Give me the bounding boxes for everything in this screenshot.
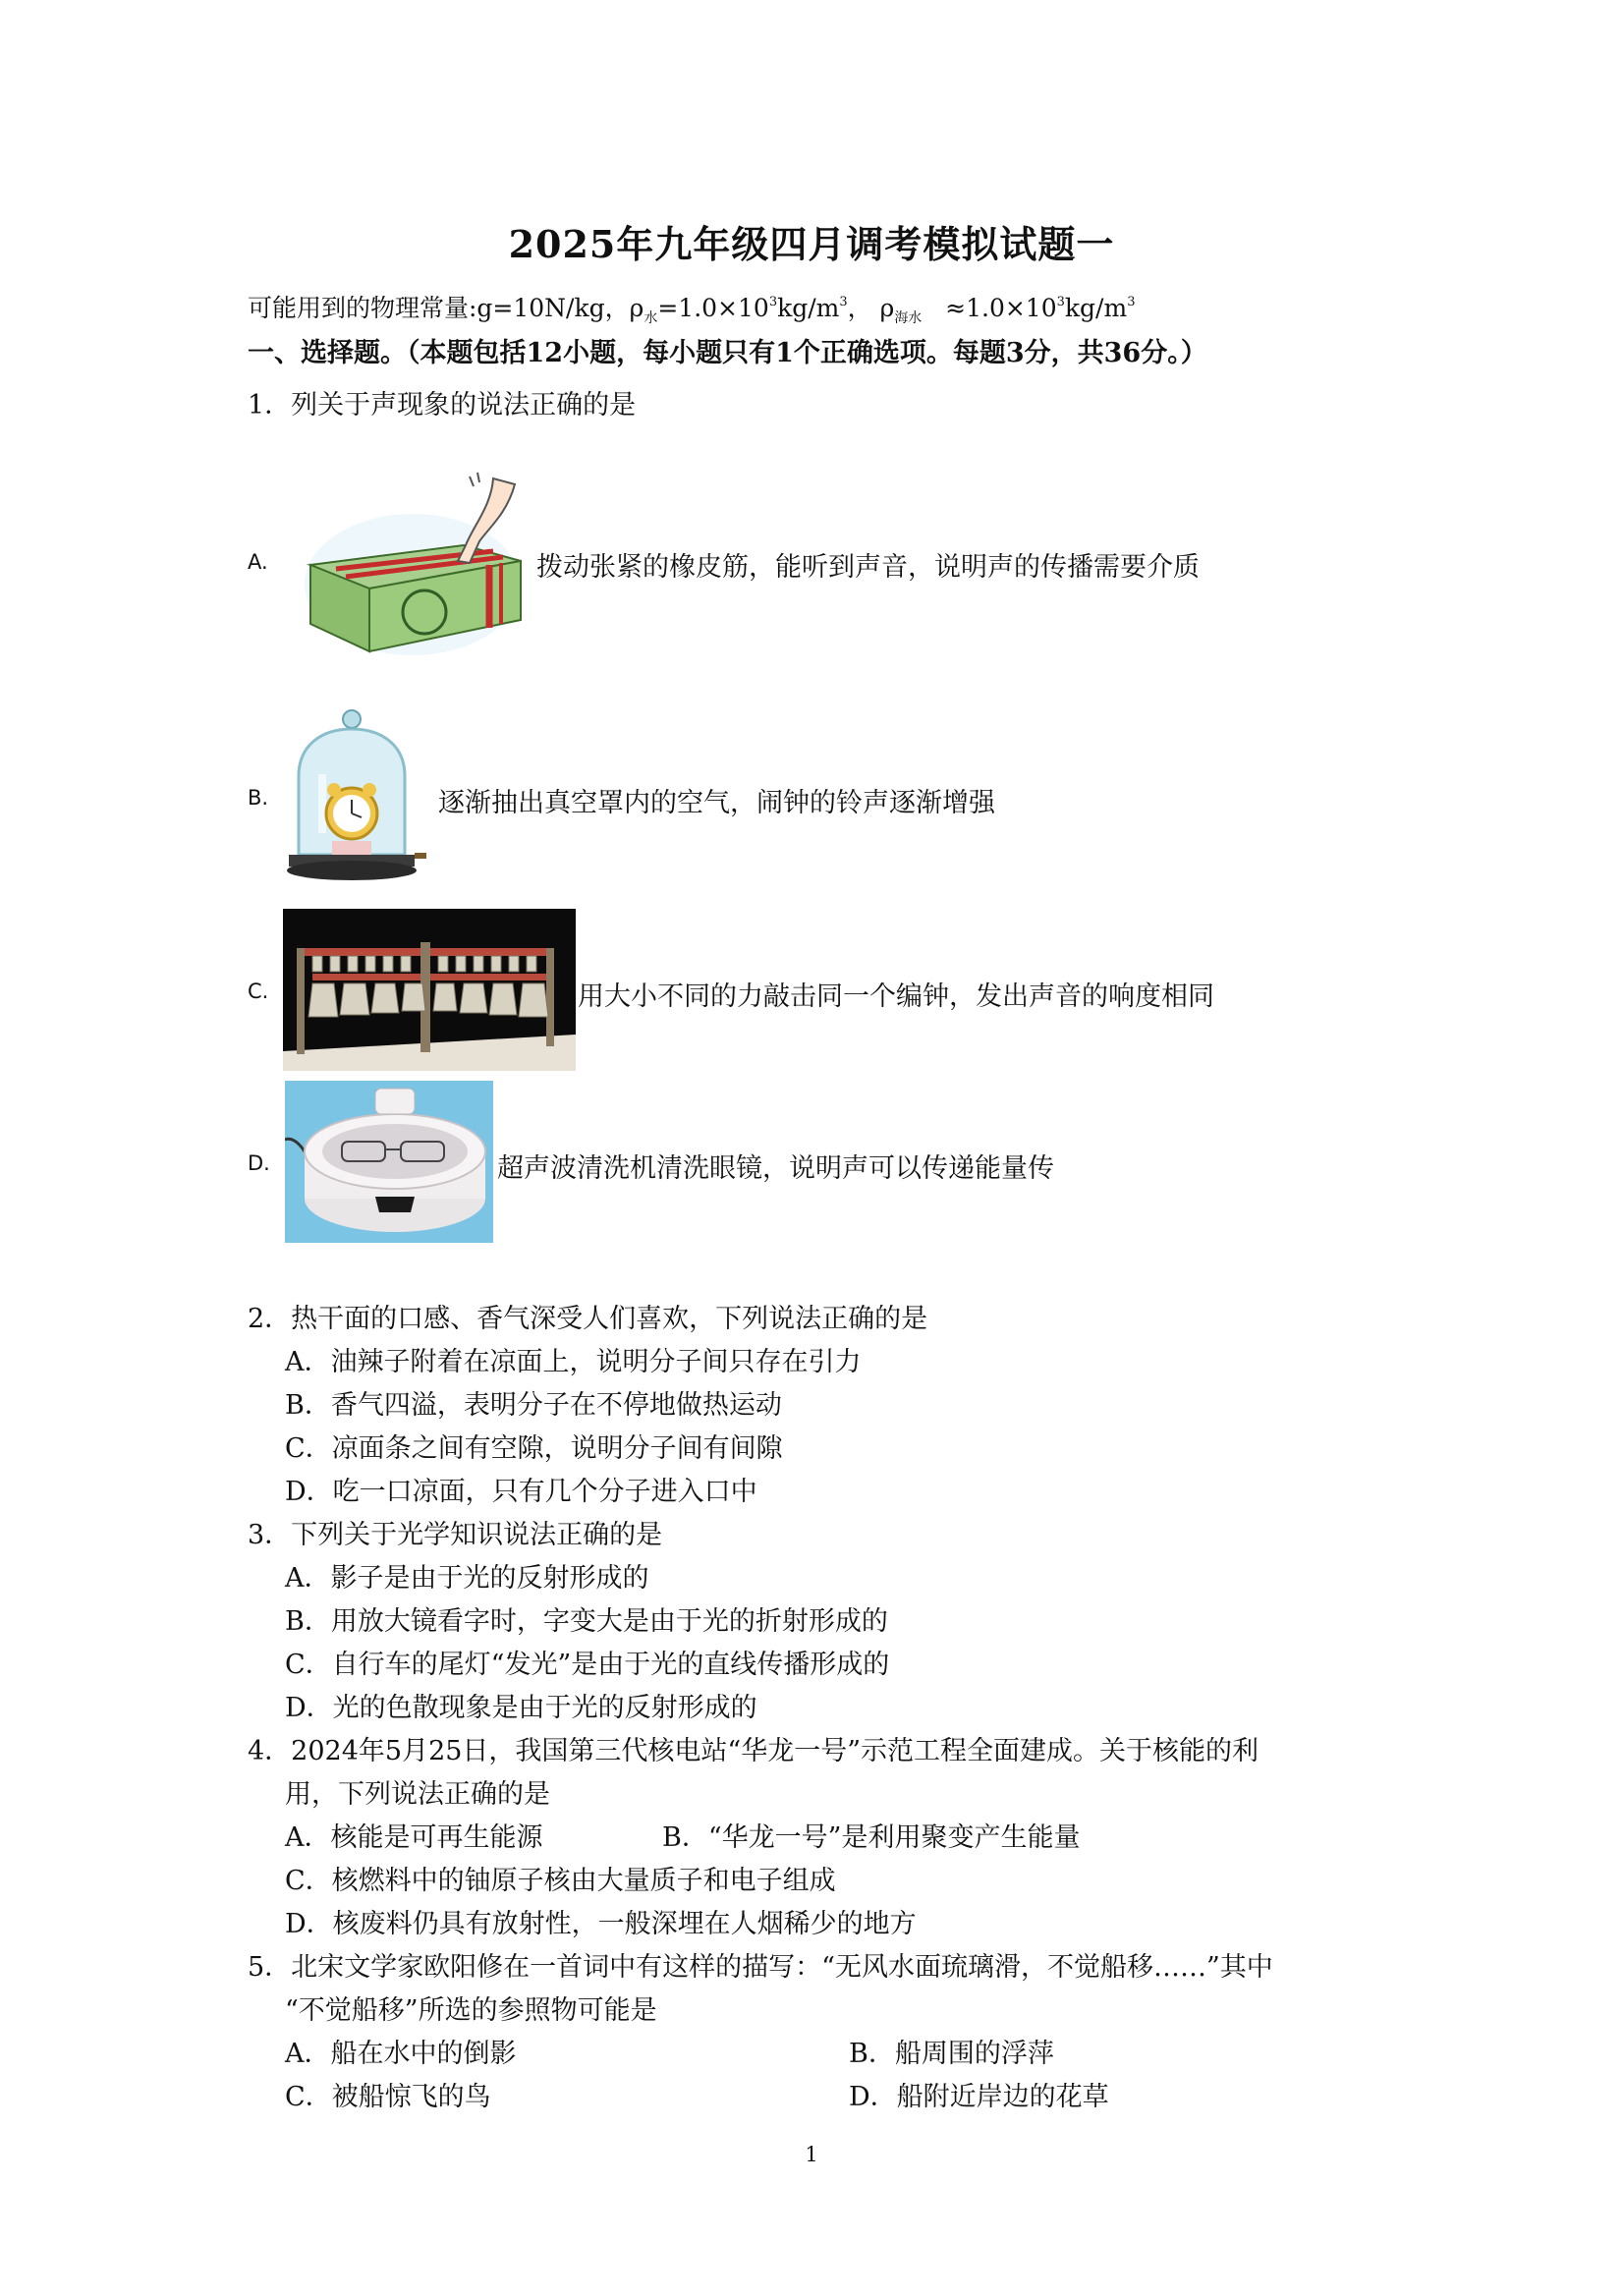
section-heading: 一、选择题。（本题包括12小题，每小题只有1个正确选项。每题3分，共36分。） [248,338,1207,368]
q1-option-b-letter: B. [248,786,269,810]
q3-option-b: B．用放大镜看字时，字变大是由于光的折射形成的 [285,1606,888,1637]
q4-option-d: D．核废料仍具有放射性，一般深埋在人烟稀少的地方 [285,1909,917,1939]
q2-option-a: A．油辣子附着在凉面上，说明分子间只存在引力 [285,1347,862,1377]
q4-option-c: C．核燃料中的铀原子核由大量质子和电子组成 [285,1866,836,1896]
q4-option-a: A．核能是可再生能源 [285,1822,543,1853]
q2-option-c: C．凉面条之间有空隙，说明分子间有间隙 [285,1433,783,1464]
q3-option-d: D．光的色散现象是由于光的反射形成的 [285,1693,757,1723]
question-4-stem: 4．2024年5月25日，我国第三代核电站“华龙一号”示范工程全面建成。关于核能的利 [248,1736,1259,1766]
question-3-stem: 3．下列关于光学知识说法正确的是 [248,1520,663,1550]
bell-jar-alarm-clock-illustration [283,707,430,884]
q4-option-b: B．“华龙一号”是利用聚变产生能量 [662,1822,1081,1853]
q1-option-b-text: 逐渐抽出真空罩内的空气，闹钟的铃声逐渐增强 [438,788,995,818]
chime-bells-photo [283,909,576,1071]
q3-option-c: C．自行车的尾灯“发光”是由于光的直线传播形成的 [285,1650,890,1680]
q1-option-c-text: 用大小不同的力敲击同一个编钟，发出声音的响度相同 [578,981,1214,1012]
page-title: 2025年九年级四月调考模拟试题一 [508,222,1115,266]
q2-option-b: B．香气四溢，表明分子在不停地做热运动 [285,1390,782,1421]
q5-option-b: B．船周围的浮萍 [849,2039,1054,2069]
rubber-band-box-illustration [297,467,529,663]
q3-option-a: A．影子是由于光的反射形成的 [285,1563,649,1594]
ultrasonic-cleaner-photo [285,1081,493,1243]
question-1-stem: 1．列关于声现象的说法正确的是 [248,390,637,420]
page-number: 1 [805,2143,818,2166]
physical-constants: 可能用到的物理常量:g=10N/kg，$\rho_水=1.0\times 10^3kg/m^3$， $\rho_{海水}$ $\approx 1.0\times 10^3kg/m^3$ [248,294,1136,326]
q1-option-c-letter: C. [248,980,269,1003]
q1-option-d-text: 超声波清洗机清洗眼镜，说明声可以传递能量传 [497,1153,1054,1184]
q1-option-a-letter: A. [248,550,268,574]
question-4-stem-cont: 用，下列说法正确的是 [285,1779,550,1810]
q5-option-c: C．被船惊飞的鸟 [285,2082,491,2112]
q1-option-d-letter: D. [248,1151,270,1175]
q5-option-a: A．船在水中的倒影 [285,2039,517,2069]
question-5-stem: 5．北宋文学家欧阳修在一首词中有这样的描写：“无风水面琉璃滑，不觉船移……”其中 [248,1952,1273,1983]
question-5-stem-cont: “不觉船移”所选的参照物可能是 [285,1995,657,2026]
q1-option-a-text: 拨动张紧的橡皮筋，能听到声音，说明声的传播需要介质 [536,552,1200,583]
question-2-stem: 2．热干面的口感、香气深受人们喜欢，下列说法正确的是 [248,1304,928,1334]
q5-option-d: D．船附近岸边的花草 [849,2082,1109,2112]
q2-option-d: D．吃一口凉面，只有几个分子进入口中 [285,1477,757,1507]
